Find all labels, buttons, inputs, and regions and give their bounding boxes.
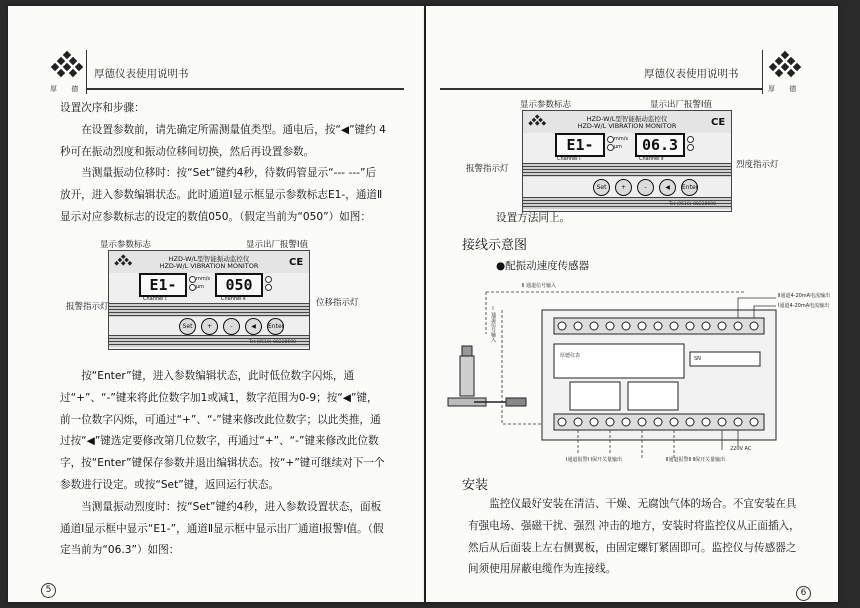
paragraph-enter: 按“Enter”键，进入参数编辑状态，此时低位数字闪烁，通过“+”、“-”键来将此位数字加1或减1，数字范围为0-9；按“◀”键，前一位数字闪烁，可通过“+”、“-”键来修改此位数字；以此类推，通过按“◀”键选定要修改第几位数字，再通过“+”、“-”键来修改此位数字，按“Enter”键保存参数并退出编辑状态。按“+”键可继续对下一个参数进行设定。或按“Set”键，返回运行状态。	[60, 370, 385, 491]
minus-button: -	[223, 318, 240, 335]
um-led-right	[607, 144, 614, 151]
enter-button-right: Enter	[681, 179, 698, 196]
logo-right	[770, 52, 800, 82]
label-display-flag: 显示参数标志	[100, 240, 152, 250]
channel-2-display-right: 06.3	[635, 133, 685, 157]
unit-um-right: μm	[614, 144, 623, 150]
power-label: 220V AC	[730, 446, 752, 452]
channel-2-label-right: Channel Ⅱ	[639, 156, 664, 162]
channel-1-label-right: Channel Ⅰ	[557, 156, 581, 162]
device-panel-left	[108, 250, 310, 350]
channel-1-display: E1-	[139, 273, 187, 297]
logo	[52, 52, 82, 82]
sn-label: SN	[694, 356, 701, 362]
mm-led	[189, 276, 196, 283]
wiring-subtitle: ●配振动速度传感器	[496, 260, 590, 272]
left-arrow-button: ◀	[245, 318, 262, 335]
install-title: 安装	[462, 478, 489, 493]
minus-button-right: -	[637, 179, 654, 196]
plus-button: +	[201, 318, 218, 335]
um-led	[189, 284, 196, 291]
set-button: Set	[179, 318, 196, 335]
paragraph-steps-title: 设置次序和步骤：	[60, 102, 145, 114]
panel-grille-right	[523, 163, 731, 177]
paragraph-intensity: 当测量振动烈度时：按“Set”键约4秒，进入参数设置状态，面板通道Ⅰ显示框中显示“E1-”，通道Ⅱ显示框中显示出厂通道Ⅰ报警Ⅰ值。（假定当前为“06.3”）如图：	[60, 500, 384, 557]
signal-input-ch2: Ⅱ 通道信号输入	[522, 283, 557, 289]
setting-note: 设置方法同上。	[496, 212, 571, 224]
device-panel-right	[522, 110, 732, 212]
device-caption: 厚德仪表	[560, 353, 581, 359]
panel-tel-right: Tel:(0510)-88228690	[669, 202, 717, 207]
current-output-ch2: Ⅱ通道4-20mA电流输出	[778, 293, 831, 299]
left-text-top	[60, 98, 386, 229]
signal-input-ch1: Ⅰ通道信号输入	[490, 306, 496, 342]
model-cn: HZD-W/L型智能振动监控仪	[168, 255, 250, 263]
page-number: 5	[41, 583, 56, 598]
um-led-2-right	[687, 144, 694, 151]
unit-um: μm	[196, 284, 205, 290]
left-arrow-button-right: ◀	[659, 179, 676, 196]
right-page	[426, 6, 838, 602]
panel-grille	[109, 303, 309, 317]
um-led-2	[265, 284, 272, 291]
mm-led-2-right	[687, 136, 694, 143]
ce-mark: CE	[289, 257, 304, 268]
label-alarm-led-right: 报警指示灯	[466, 164, 509, 174]
front-module	[554, 344, 684, 378]
logo-caption: 厚 德	[50, 85, 85, 93]
model-cn-right: HZD-W/L型智能振动监控仪	[586, 115, 668, 123]
sensor-cap	[462, 346, 472, 356]
label-alarm-led: 报警指示灯	[66, 302, 109, 312]
paragraph-displacement: 当测量振动位移时：按“Set”键约4秒，待数码管显示“--- ---”后放开，进入参数编辑状态。此时通道Ⅰ显示框显示参数标志E1-，通道Ⅱ显示对应参数标志的设定的数值050。（假定当前为“050”）如图：	[60, 167, 383, 223]
header-title-right: 厚德仪表使用说明书	[644, 68, 739, 80]
relay-output-1: Ⅰ通道报警Ⅰ Ⅰ保开关量输出	[566, 457, 623, 463]
ce-mark-right: CE	[711, 117, 726, 128]
header-rule	[86, 88, 404, 90]
relay-module-1	[570, 382, 620, 410]
relay-module-2	[628, 382, 678, 410]
header-title: 厚德仪表使用说明书	[94, 68, 189, 80]
enter-button: Enter	[267, 318, 284, 335]
relay-output-2: Ⅱ通道报警Ⅱ Ⅱ保开关量输出	[666, 457, 725, 463]
logo-caption-right: 厚 德	[768, 85, 803, 93]
channel-2-label: Channel Ⅱ	[221, 296, 246, 302]
plus-button-right: +	[615, 179, 632, 196]
wiring-diagram	[446, 274, 816, 470]
model-en: HZD-W/L VIBRATION MONITOR	[159, 262, 259, 270]
channel-1-label: Channel Ⅰ	[143, 296, 167, 302]
channel-2-display: 050	[215, 273, 263, 297]
unit-mm: mm/s	[196, 276, 211, 282]
header-divider-right	[762, 50, 763, 94]
header-rule-right	[440, 88, 762, 90]
label-alarm-value-right: 显示出厂报警Ⅰ值	[650, 100, 713, 110]
left-text-bottom	[60, 366, 386, 562]
label-display-flag-right: 显示参数标志	[520, 100, 572, 110]
label-alarm-value: 显示出厂报警Ⅰ值	[246, 240, 309, 250]
model-en-right: HZD-W/L VIBRATION MONITOR	[577, 122, 677, 130]
sensor-body	[460, 356, 474, 396]
page-number-right: 6	[796, 586, 811, 601]
mm-led-2	[265, 276, 272, 283]
channel-1-display-right: E1-	[555, 133, 605, 157]
current-output-ch1: Ⅰ通道4-20mA电流输出	[778, 303, 830, 309]
wiring-title: 接线示意图	[462, 238, 528, 253]
label-intensity-led: 烈度指示灯	[736, 160, 779, 170]
set-button-right: Set	[593, 179, 610, 196]
cable-connector	[506, 398, 526, 406]
label-unit-led: 位移指示灯	[316, 298, 359, 308]
unit-mm-right: mm/s	[614, 136, 629, 142]
paragraph-switch: 在设置参数前，请先确定所需测量值类型。通电后，按“◀”键约 4 秒可在振动烈度和振动位移间切换，然后再设置参数。	[60, 123, 386, 158]
install-text: 监控仪最好安装在清洁、干燥、无腐蚀气体的场合。不宜安装在具有强电场、强磁干扰、强烈 冲击的地方，安装时将监控仪从正面插入，然后从后面装上左右侧翼板，由固定螺钉紧固即可。监控仪与传感器之间须使用屏蔽电缆作为连接线。	[468, 498, 800, 576]
left-page	[8, 6, 424, 602]
panel-tel: Tel:(0510)-88228690	[249, 340, 297, 345]
mm-led-right	[607, 136, 614, 143]
